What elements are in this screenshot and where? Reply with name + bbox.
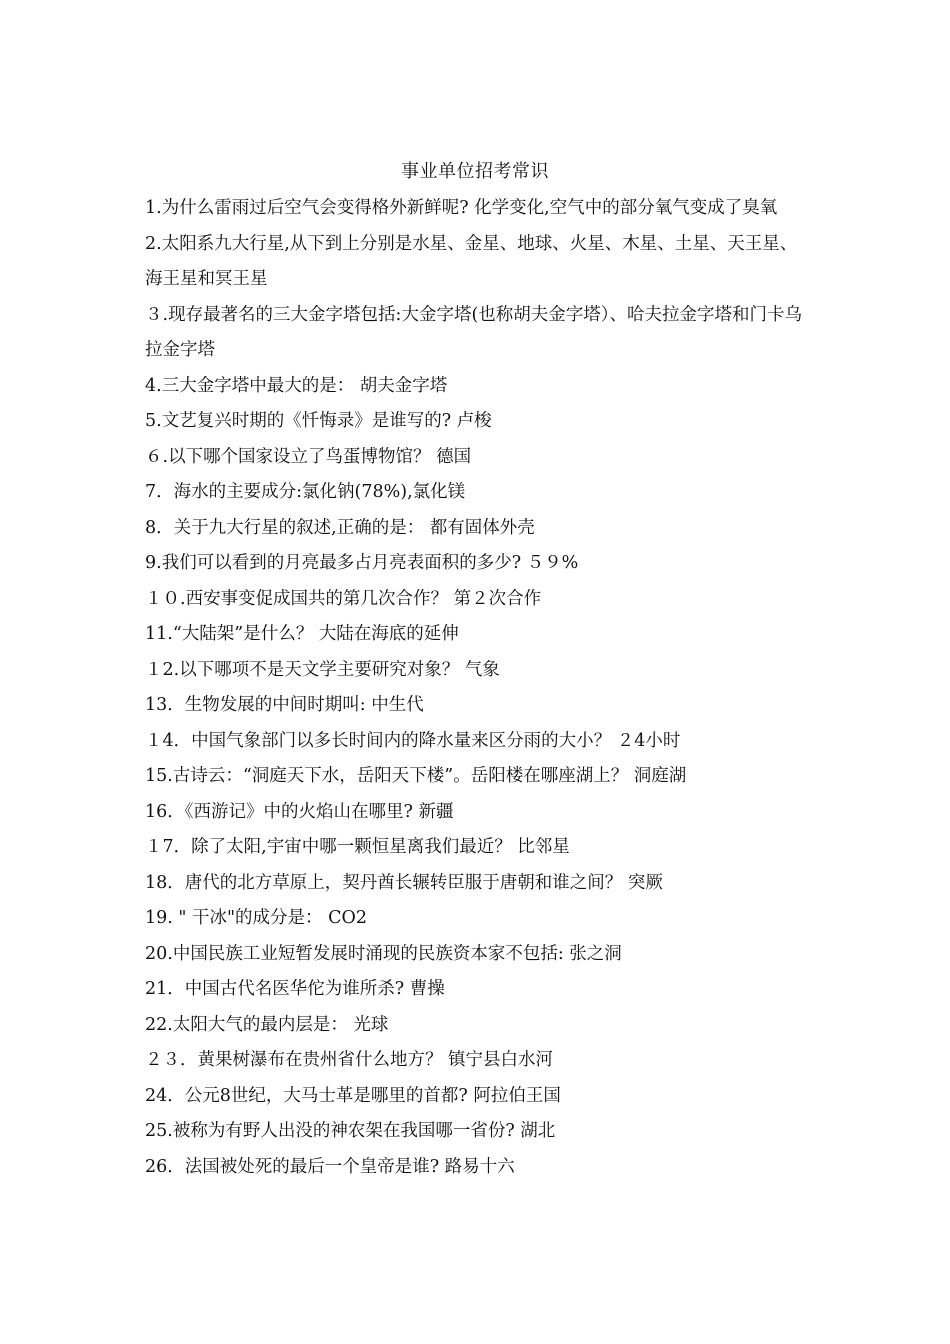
question-item-15: 15.古诗云：“洞庭天下水，岳阳天下楼”。岳阳楼在哪座湖上？ 洞庭湖 (145, 766, 687, 786)
question-item-24: 24．公元8世纪，大马士革是哪里的首都? 阿拉伯王国 (145, 1085, 561, 1106)
question-item-12: １2.以下哪项不是天文学主要研究对象？ 气象 (145, 659, 500, 680)
question-item-16: 16．《西游记》中的火焰山在哪里? 新疆 (145, 801, 454, 822)
question-item-18: 18．唐代的北方草原上，契丹酋长辗转臣服于唐朝和谁之间？ 突厥 (145, 872, 663, 893)
question-item-7: 7．海水的主要成分:氯化钠(78%),氯化镁 (145, 482, 466, 502)
question-item-22: 22.太阳大气的最内层是： 光球 (145, 1014, 389, 1035)
question-item-21: 21．中国古代名医华佗为谁所杀? 曹操 (145, 979, 445, 999)
question-list (145, 191, 813, 1185)
question-item-13: 13．生物发展的中间时期叫: 中生代 (145, 695, 424, 715)
question-item-4: 4.三大金字塔中最大的是： 胡夫金字塔 (145, 375, 448, 396)
question-item-2: 2.太阳系九大行星,从下到上分别是水星、金星、地球、火星、木星、土星、天王星、海王星和冥王星 (145, 233, 798, 289)
question-item-26: 26．法国被处死的最后一个皇帝是谁? 路易十六 (145, 1156, 515, 1177)
question-item-9: 9.我们可以看到的月亮最多占月亮表面积的多少? ５９% (145, 553, 579, 573)
question-item-19: 19. " 干冰"的成分是： CO2 (145, 908, 367, 928)
question-item-25: 25.被称为有野人出没的神农架在我国哪一省份? 湖北 (145, 1121, 556, 1141)
question-item-11: 11.“大陆架”是什么？ 大陆在海底的延伸 (145, 624, 459, 644)
question-item-14: １4．中国气象部门以多长时间内的降水量来区分雨的大小？ ２4小时 (145, 730, 681, 751)
question-item-5: 5.文艺复兴时期的《忏悔录》是谁写的? 卢梭 (145, 411, 492, 431)
question-item-20: 20.中国民族工业短暂发展时涌现的民族资本家不包括: 张之洞 (145, 943, 622, 964)
question-item-8: 8．关于九大行星的叙述,正确的是： 都有固体外壳 (145, 517, 535, 538)
question-item-1: 1.为什么雷雨过后空气会变得格外新鲜呢? 化学变化,空气中的部分氧气变成了臭氧 (145, 198, 778, 218)
question-item-23: ２３．黄果树瀑布在贵州省什么地方？ 镇宁县白水河 (145, 1050, 554, 1070)
question-item-3: ３.现存最著名的三大金字塔包括:大金字塔(也称胡夫金字塔）、哈夫拉金字塔和门卡乌拉金字塔 (145, 304, 803, 360)
question-item-17: １7．除了太阳,宇宙中哪一颗恒星离我们最近？ 比邻星 (145, 837, 570, 857)
document-title: 事业单位招考常识 (401, 161, 549, 182)
question-item-6: ６.以下哪个国家设立了鸟蛋博物馆？ 德国 (145, 446, 472, 467)
question-item-10: １０.西安事变促成国共的第几次合作？ 第２次合作 (145, 588, 542, 609)
